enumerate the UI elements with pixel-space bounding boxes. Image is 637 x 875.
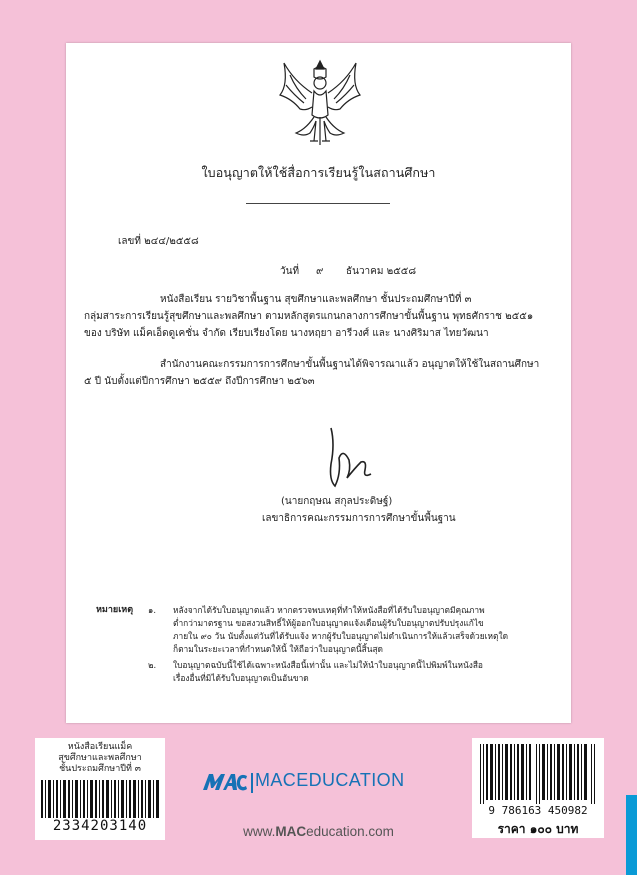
license-number: เลขที่ ๒๔๔/๒๕๕๘ — [118, 236, 199, 247]
note-number: ๒. — [148, 660, 157, 670]
book-price: ราคา ๑๐๐ บาท — [497, 822, 579, 836]
signer-name: (นายกฤษณ สกุลประดิษฐ์) — [281, 496, 393, 507]
spine-color-tab — [626, 795, 637, 875]
date-month-year: ธันวาคม ๒๕๕๘ — [346, 266, 417, 277]
date-day: ๙ — [316, 266, 324, 277]
barcode-icon — [41, 780, 159, 818]
note-number: ๑. — [148, 605, 156, 615]
garuda-emblem-icon — [270, 55, 370, 151]
title-divider — [246, 203, 390, 204]
signature-icon — [321, 424, 376, 490]
barcode-number: 2334203140 — [52, 818, 148, 834]
mac-logo-icon — [203, 772, 247, 792]
isbn-barcode-label — [472, 738, 604, 838]
website-suffix: education.com — [306, 824, 394, 839]
approval-line: ๕ ปี นับตั้งแต่ปีการศึกษา ๒๕๕๙ ถึงปีการศึกษา ๒๕๖๓ — [84, 376, 315, 387]
body-line: ของ บริษัท แม็คเอ็ดดูเคชั่น จำกัด เรียบเรียงโดย นางหฤยา อารีวงศ์ และ นางศิริมาส ไทยวัฒนา — [84, 328, 489, 339]
brand-name: MACEDUCATION — [255, 770, 405, 790]
body-line: หนังสือเรียน รายวิชาพื้นฐาน สุขศึกษาและพลศึกษา ชั้นประถมศึกษาปีที่ ๓ — [160, 294, 472, 305]
barcode-icon — [480, 744, 596, 804]
note-line: ใบอนุญาตฉบับนี้ใช้ได้เฉพาะหนังสือนี้เท่านั้น และไม่ให้นำใบอนุญาตนี้ไปพิมพ์ในหนังสือ — [173, 660, 483, 670]
note-line: หลังจากได้รับใบอนุญาตแล้ว หากตรวจพบเหตุที่ทำให้หนังสือที่ได้รับใบอนุญาตมีคุณภาพ — [173, 605, 485, 615]
note-line: เรื่องอื่นที่มิได้รับใบอนุญาตเป็นอันขาด — [173, 673, 309, 683]
website-brand: MAC — [275, 824, 307, 839]
signer-position: เลขาธิการคณะกรรมการการศึกษาขั้นพื้นฐาน — [262, 513, 456, 524]
note-line: ภายใน ๙๐ วัน นับตั้งแต่วันที่ได้รับแจ้ง หากผู้รับใบอนุญาตไม่ดำเนินการให้แล้วเสร็จด้วยเหตุใด — [173, 631, 509, 641]
license-document — [66, 43, 571, 723]
book-grade-label: ชั้นประถมศึกษาปีที่ ๓ — [59, 764, 141, 774]
book-subject-label: สุขศึกษาและพลศึกษา — [58, 753, 142, 763]
book-series-label: หนังสือเรียนแม็ค — [67, 742, 133, 752]
notes-label: หมายเหตุ — [96, 605, 134, 615]
date-label: วันที่ — [280, 266, 300, 277]
note-line: ก็ตามในระยะเวลาที่กำหนดให้นี้ ให้ถือว่าใบอนุญาตนี้สิ้นสุด — [173, 644, 383, 654]
website-prefix: www. — [243, 824, 276, 839]
approval-line: สำนักงานคณะกรรมการการศึกษาขั้นพื้นฐานได้พิจารณาแล้ว อนุญาตให้ใช้ในสถานศึกษา — [160, 359, 540, 370]
brand-separator — [251, 773, 253, 793]
document-title: ใบอนุญาตให้ใช้สื่อการเรียนรู้ในสถานศึกษา — [201, 165, 436, 180]
note-line: ต่ำกว่ามาตรฐาน ขอสงวนสิทธิ์ให้ผู้ออกใบอนุญาตแจ้งเตือนผู้รับใบอนุญาตปรับปรุงแก้ไข — [173, 618, 484, 628]
isbn-number: 9 786163 450982 — [488, 804, 588, 817]
body-line: กลุ่มสาระการเรียนรู้สุขศึกษาและพลศึกษา ตามหลักสูตรแกนกลางการศึกษาขั้นพื้นฐาน พุทธศักราช ๒๕๕๑ — [84, 311, 534, 322]
